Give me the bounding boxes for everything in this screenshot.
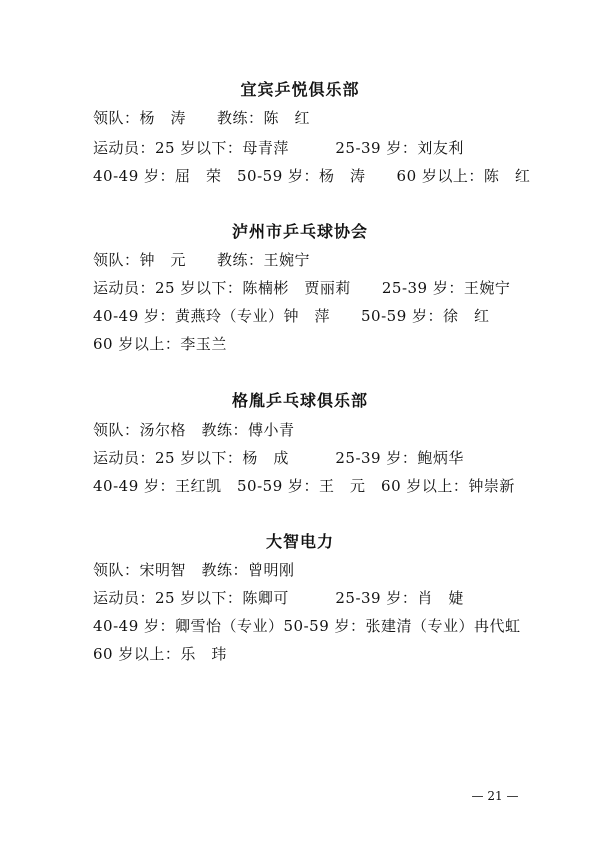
club-geyin-leader-coach: 领队：汤尔格 教练：傅小青: [93, 421, 295, 439]
club-luzhou-athletes-middle: 40-49 岁：黄燕玲（专业）钟 萍 50-59 岁：徐 红: [93, 307, 490, 325]
club-title-dazhi: 大智电力: [265, 532, 334, 551]
club-dazhi-athletes: 运动员：25 岁以下：陈卿可 25-39 岁：肖 婕: [93, 589, 464, 607]
club-luzhou-athletes: 运动员：25 岁以下：陈楠彬 贾丽莉 25-39 岁：王婉宁: [93, 279, 511, 297]
club-title-geyin: 格胤乒乓球俱乐部: [231, 391, 368, 410]
club-yibin-leader-coach: 领队：杨 涛 教练：陈 红: [93, 109, 311, 127]
club-title-luzhou: 泸州市乒乓球协会: [231, 222, 368, 241]
club-title-yibin: 宜宾乒悦俱乐部: [240, 80, 360, 99]
club-yibin-athletes-older: 40-49 岁：屈 荣 50-59 岁：杨 涛 60 岁以上：陈 红: [93, 167, 531, 185]
club-yibin-athletes: 运动员：25 岁以下：母青萍 25-39 岁：刘友利: [93, 139, 464, 157]
club-dazhi-athletes-senior: 60 岁以上：乐 玮: [93, 645, 227, 663]
club-luzhou-athletes-senior: 60 岁以上：李玉兰: [93, 335, 227, 353]
club-luzhou-leader-coach: 领队：钟 元 教练：王婉宁: [93, 251, 311, 269]
club-dazhi-athletes-middle: 40-49 岁：卿雪怡（专业）50-59 岁：张建清（专业）冉代虹: [93, 617, 521, 635]
club-geyin-athletes: 运动员：25 岁以下：杨 成 25-39 岁：鲍炳华: [93, 449, 464, 467]
club-dazhi-leader-coach: 领队：宋明智 教练：曾明刚: [93, 561, 295, 579]
club-geyin-athletes-older: 40-49 岁：王红凯 50-59 岁：王 元 60 岁以上：钟崇新: [93, 477, 515, 495]
page-number: — 21 —: [471, 789, 519, 803]
